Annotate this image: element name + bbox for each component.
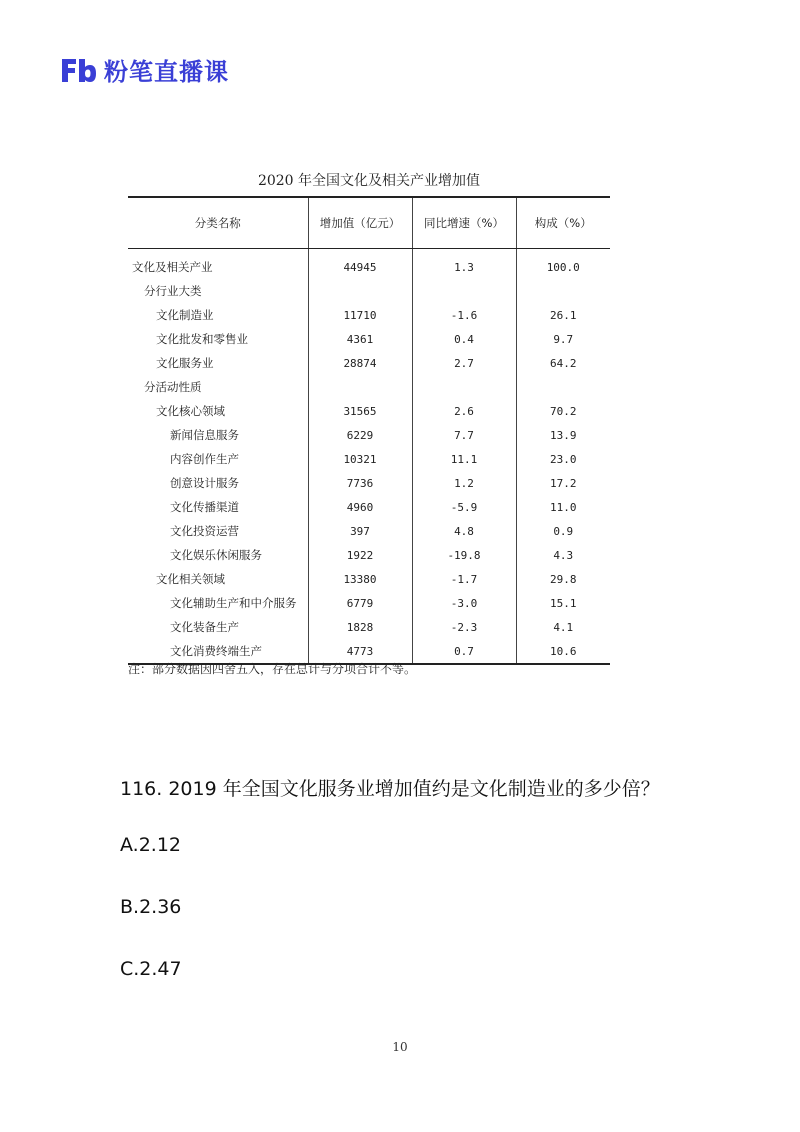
row-name: 文化传播渠道 (170, 500, 239, 514)
row-value: 4773 (308, 639, 412, 664)
row-value: 4960 (308, 495, 412, 519)
row-name: 文化及相关产业 (132, 260, 213, 274)
row-share: 10.6 (516, 639, 610, 664)
row-value: 1828 (308, 615, 412, 639)
page-number: 10 (392, 1040, 408, 1054)
row-value: 6229 (308, 423, 412, 447)
row-share: 15.1 (516, 591, 610, 615)
table-row (128, 303, 610, 327)
row-name: 文化核心领域 (156, 404, 225, 418)
column-header-share: 构成（%） (516, 197, 610, 249)
row-name: 文化娱乐休闲服务 (170, 548, 262, 562)
table-row (128, 249, 610, 280)
row-growth: -3.0 (412, 591, 516, 615)
table-row (128, 399, 610, 423)
row-name: 文化批发和零售业 (156, 332, 248, 346)
option-b[interactable]: B.2.36 (120, 896, 182, 918)
row-share: 29.8 (516, 567, 610, 591)
table-row (128, 495, 610, 519)
row-growth: -2.3 (412, 615, 516, 639)
row-growth: 1.3 (412, 249, 516, 280)
table-row (128, 351, 610, 375)
row-share: 26.1 (516, 303, 610, 327)
table-row (128, 519, 610, 543)
row-value: 6779 (308, 591, 412, 615)
row-growth: -5.9 (412, 495, 516, 519)
row-share: 11.0 (516, 495, 610, 519)
table-row (128, 543, 610, 567)
row-name: 分活动性质 (144, 380, 202, 394)
row-growth: 7.7 (412, 423, 516, 447)
row-growth: -19.8 (412, 543, 516, 567)
industry-value-table (128, 196, 610, 665)
row-value (308, 279, 412, 303)
row-share: 70.2 (516, 399, 610, 423)
option-c[interactable]: C.2.47 (120, 958, 182, 980)
table-row (128, 327, 610, 351)
brand-name: 粉笔直播课 (104, 58, 229, 86)
row-growth (412, 279, 516, 303)
table-row (128, 447, 610, 471)
table-row (128, 471, 610, 495)
column-header-value: 增加值（亿元） (308, 197, 412, 249)
row-growth (412, 375, 516, 399)
row-share: 13.9 (516, 423, 610, 447)
row-value: 11710 (308, 303, 412, 327)
option-a[interactable]: A.2.12 (120, 834, 182, 856)
row-value: 10321 (308, 447, 412, 471)
row-share: 9.7 (516, 327, 610, 351)
row-name: 新闻信息服务 (170, 428, 239, 442)
row-value: 397 (308, 519, 412, 543)
row-name: 文化投资运营 (170, 524, 239, 538)
row-share: 4.1 (516, 615, 610, 639)
row-name: 文化制造业 (156, 308, 214, 322)
row-name: 分行业大类 (144, 284, 202, 298)
row-share: 64.2 (516, 351, 610, 375)
table-row (128, 375, 610, 399)
row-value (308, 375, 412, 399)
column-header-growth: 同比增速（%） (412, 197, 516, 249)
row-growth: 2.7 (412, 351, 516, 375)
row-share: 23.0 (516, 447, 610, 471)
row-growth: -1.6 (412, 303, 516, 327)
row-share: 17.2 (516, 471, 610, 495)
row-value: 44945 (308, 249, 412, 280)
row-name: 文化装备生产 (170, 620, 239, 634)
table-title: 2020 年全国文化及相关产业增加值 (257, 173, 481, 189)
question-text: 116. 2019 年全国文化服务业增加值约是文化制造业的多少倍？ (120, 778, 660, 800)
row-share: 100.0 (516, 249, 610, 280)
row-value: 28874 (308, 351, 412, 375)
row-name: 文化消费终端生产 (170, 644, 262, 658)
row-growth: 4.8 (412, 519, 516, 543)
table-row (128, 567, 610, 591)
row-growth: 0.4 (412, 327, 516, 351)
table-row (128, 279, 610, 303)
row-share (516, 375, 610, 399)
table-row (128, 591, 610, 615)
table-header-row (128, 197, 610, 249)
row-name: 创意设计服务 (170, 476, 239, 490)
row-share: 4.3 (516, 543, 610, 567)
table-row (128, 615, 610, 639)
row-name: 文化相关领域 (156, 572, 225, 586)
row-growth: 11.1 (412, 447, 516, 471)
row-value: 31565 (308, 399, 412, 423)
row-value: 7736 (308, 471, 412, 495)
table-row (128, 423, 610, 447)
fb-logo-icon (60, 55, 98, 85)
row-share: 0.9 (516, 519, 610, 543)
row-name: 内容创作生产 (170, 452, 239, 466)
row-growth: -1.7 (412, 567, 516, 591)
column-header-category: 分类名称 (128, 197, 308, 249)
row-growth: 1.2 (412, 471, 516, 495)
row-growth: 2.6 (412, 399, 516, 423)
row-growth: 0.7 (412, 639, 516, 664)
row-share (516, 279, 610, 303)
row-value: 13380 (308, 567, 412, 591)
brand-logo (60, 52, 229, 87)
row-name: 文化服务业 (156, 356, 214, 370)
row-value: 1922 (308, 543, 412, 567)
table-footnote: 注：部分数据因四舍五入，存在总计与分项合计不等。 (128, 662, 417, 676)
row-name: 文化辅助生产和中介服务 (170, 596, 297, 610)
row-value: 4361 (308, 327, 412, 351)
